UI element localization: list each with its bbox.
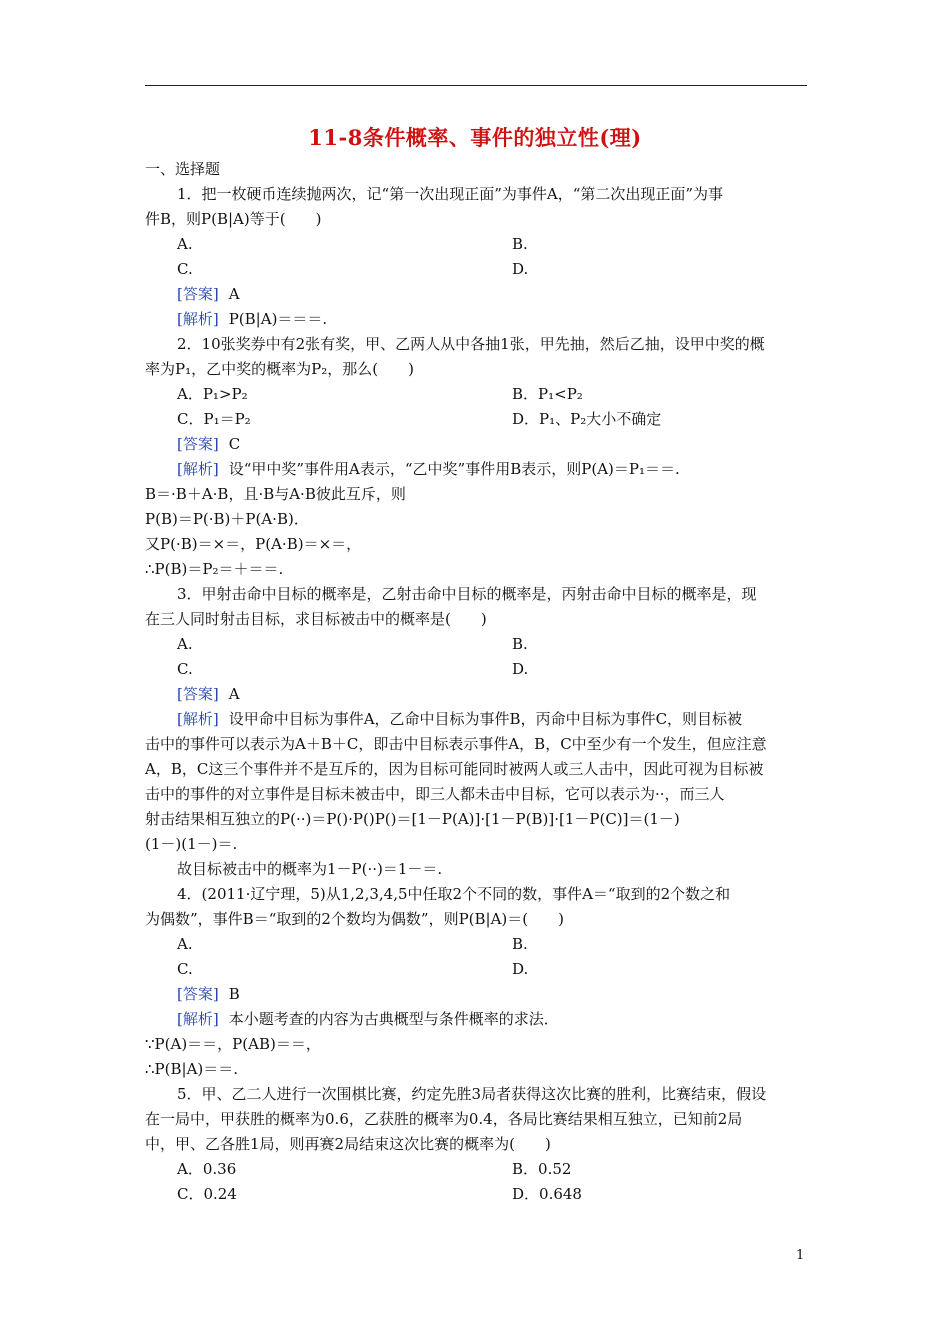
analysis-text: 设“甲中奖”事件用A表示，“乙中奖”事件用B表示，则P(A)＝P₁＝＝. xyxy=(228,460,680,478)
q1-answer xyxy=(145,282,807,307)
q3-solution-line-6: 故目标被击中的概率为1－P(··)＝1－＝. xyxy=(177,860,443,878)
q2-solution-line-2: P(B)＝P(·B)＋P(A·B)． xyxy=(145,510,309,528)
q3-option-a: A. xyxy=(177,635,193,653)
answer-tag: [答案] xyxy=(177,685,219,703)
q3-option-b: B. xyxy=(512,635,528,653)
q3-solution-line-4: 射击结果相互独立的P(··)＝P()·P()P()＝[1－P(A)]·[1－P(B)]·[1－P(C)]＝(1－) xyxy=(145,810,680,828)
q5-option-c: C．0.24 xyxy=(177,1185,237,1203)
q4-option-c: C. xyxy=(177,960,193,978)
q5-option-b: B．0.52 xyxy=(512,1160,572,1178)
q2-stem-line-1: 2．10张奖券中有2张有奖，甲、乙两人从中各抽1张，甲先抽，然后乙抽，设甲中奖的概 xyxy=(177,335,765,353)
q1-stem-line-2: 件B，则P(B|A)等于( ) xyxy=(145,210,322,228)
q5-option-d: D．0.648 xyxy=(512,1185,582,1203)
q3-option-c: C. xyxy=(177,660,193,678)
answer-tag: [答案] xyxy=(177,435,219,453)
q4-stem-line-1: 4．(2011·辽宁理，5)从1,2,3,4,5中任取2个不同的数，事件A＝“取到的2个数之和 xyxy=(177,885,731,903)
q1-option-a: A. xyxy=(177,235,193,253)
q2-answer xyxy=(145,432,807,457)
q3-answer xyxy=(145,682,807,707)
q1-option-b: B. xyxy=(512,235,528,253)
q5-options-row-2 xyxy=(145,1182,807,1207)
analysis-tag: [解析] xyxy=(177,1010,219,1028)
analysis-text: P(B|A)＝＝＝. xyxy=(228,310,328,328)
q1-options-row-1 xyxy=(145,232,807,257)
q4-option-d: D. xyxy=(512,960,529,978)
page-title: 11-8条件概率、事件的独立性(理) xyxy=(308,125,642,150)
q2-option-a: A．P₁>P₂ xyxy=(177,385,248,403)
q5-option-a: A．0.36 xyxy=(177,1160,237,1178)
q2-solution-line-4: ∴P(B)＝P₂＝＋＝＝. xyxy=(145,560,284,578)
q2-option-c: C．P₁＝P₂ xyxy=(177,410,251,428)
document-body xyxy=(145,157,807,1207)
q2-option-d: D．P₁、P₂大小不确定 xyxy=(512,410,662,428)
answer-value: C xyxy=(228,435,241,453)
answer-value: B xyxy=(228,985,240,1003)
answer-tag: [答案] xyxy=(177,285,219,303)
answer-value: A xyxy=(228,685,240,703)
analysis-tag: [解析] xyxy=(177,710,219,728)
q2-solution-line-1: B＝·B＋A·B，且·B与A·B彼此互斥，则 xyxy=(145,485,406,503)
q3-analysis xyxy=(145,707,807,732)
q2-options-row-2 xyxy=(145,407,807,432)
q2-options-row-1 xyxy=(145,382,807,407)
q4-solution-line-1: ∵P(A)＝＝，P(AB)＝＝， xyxy=(145,1035,321,1053)
q5-stem-line-2: 在一局中，甲获胜的概率为0.6，乙获胜的概率为0.4，各局比赛结果相互独立，已知前2局 xyxy=(145,1110,743,1128)
q1-stem-line-1: 1．把一枚硬币连续抛两次，记“第一次出现正面”为事件A，“第二次出现正面”为事 xyxy=(177,185,724,203)
page-number: 1 xyxy=(796,1248,805,1263)
q5-stem-line-1: 5．甲、乙二人进行一次围棋比赛，约定先胜3局者获得这次比赛的胜利，比赛结束，假设 xyxy=(177,1085,767,1103)
q2-solution-line-3: 又P(·B)＝×＝，P(A·B)＝×＝， xyxy=(145,535,362,553)
q5-stem-line-3: 中，甲、乙各胜1局，则再赛2局结束这次比赛的概率为( ) xyxy=(145,1135,551,1153)
q4-solution-line-2: ∴P(B|A)＝＝. xyxy=(145,1060,239,1078)
q4-answer xyxy=(145,982,807,1007)
q1-option-c: C. xyxy=(177,260,193,278)
q3-option-d: D. xyxy=(512,660,529,678)
q4-option-a: A. xyxy=(177,935,193,953)
q1-analysis xyxy=(145,307,807,332)
q3-stem-line-2: 在三人同时射击目标，求目标被击中的概率是( ) xyxy=(145,610,487,628)
q1-options-row-2 xyxy=(145,257,807,282)
analysis-text: 本小题考查的内容为古典概型与条件概率的求法． xyxy=(228,1010,559,1028)
analysis-tag: [解析] xyxy=(177,460,219,478)
q4-analysis xyxy=(145,1007,807,1032)
q5-options-row-1 xyxy=(145,1157,807,1182)
analysis-text: 设甲命中目标为事件A，乙命中目标为事件B，丙命中目标为事件C，则目标被 xyxy=(228,710,743,728)
q1-option-d: D. xyxy=(512,260,529,278)
analysis-tag: [解析] xyxy=(177,310,219,328)
q3-stem-line-1: 3．甲射击命中目标的概率是，乙射击命中目标的概率是，丙射击命中目标的概率是，现 xyxy=(177,585,757,603)
q3-solution-line-5: (1－)(1－)＝. xyxy=(145,835,238,853)
q3-solution-line-1: 击中的事件可以表示为A＋B＋C，即击中目标表示事件A，B，C中至少有一个发生，但应注意 xyxy=(145,735,767,753)
q3-options-row-2 xyxy=(145,657,807,682)
q4-options-row-1 xyxy=(145,932,807,957)
header-rule xyxy=(145,85,807,86)
q3-solution-line-2: A，B，C这三个事件并不是互斥的，因为目标可能同时被两人或三人击中，因此可视为目标被 xyxy=(145,760,764,778)
q3-solution-line-3: 击中的事件的对立事件是目标未被击中，即三人都未击中目标，它可以表示为··，而三人 xyxy=(145,785,725,803)
q4-options-row-2 xyxy=(145,957,807,982)
answer-tag: [答案] xyxy=(177,985,219,1003)
section-heading: 一、选择题 xyxy=(145,160,221,178)
q2-analysis xyxy=(145,457,807,482)
q3-options-row-1 xyxy=(145,632,807,657)
q2-option-b: B．P₁<P₂ xyxy=(512,385,583,403)
q2-stem-line-2: 率为P₁，乙中奖的概率为P₂，那么( ) xyxy=(145,360,414,378)
q4-stem-line-2: 为偶数”，事件B＝“取到的2个数均为偶数”，则P(B|A)＝( ) xyxy=(145,910,564,928)
q4-option-b: B. xyxy=(512,935,528,953)
answer-value: A xyxy=(228,285,240,303)
